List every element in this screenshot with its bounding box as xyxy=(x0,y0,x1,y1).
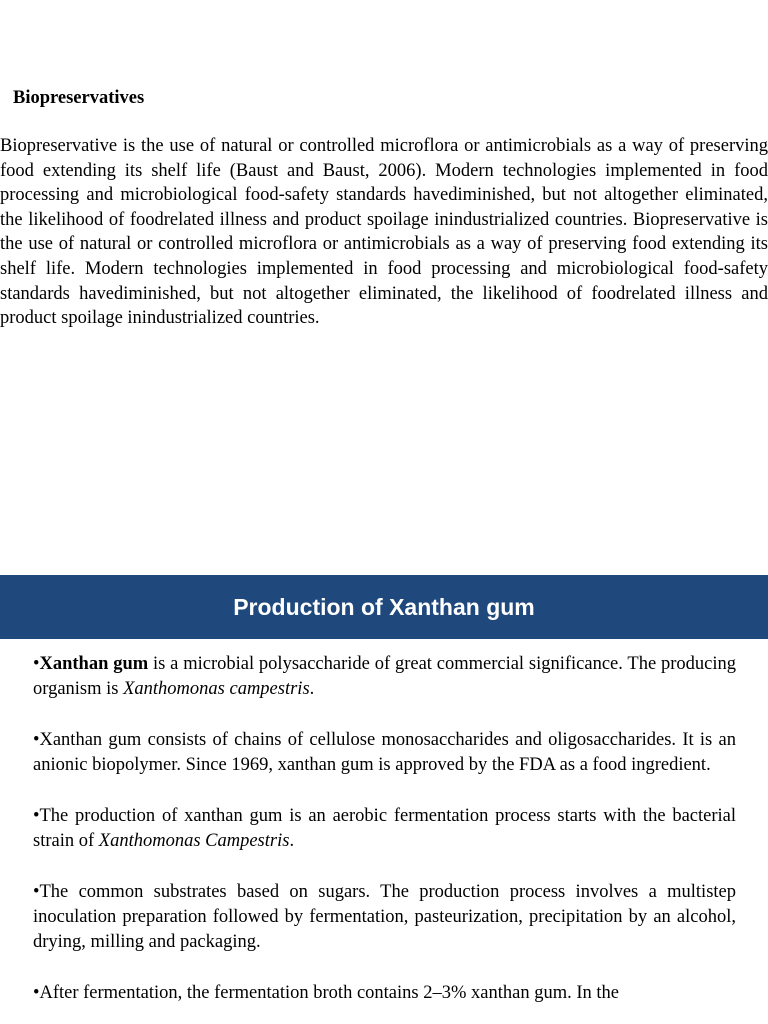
biopreservatives-paragraph: Biopreservative is the use of natural or controlled microflora or antimicrobials as a way of preserving food extending its shelf life (Baust and Baust, 2006). Modern technologies implemented in food processing and microbiological food-safety standards havediminished, but not altogether eliminated, the likelihood of foodrelated illness and product spoilage inindustrialized countries. Biopreservative is the use of natural or controlled microflora or antimicrobials as a way of preserving food extending its shelf life. Modern technologies implemented in food processing and microbiological food-safety standards havediminished, but not altogether eliminated, the likelihood of foodrelated illness and product spoilage inindustrialized countries. xyxy=(0,136,768,329)
bullet-italic-term: Xanthomonas campestris xyxy=(123,679,310,699)
bullet-bold-term: Xanthan gum xyxy=(39,654,149,674)
bullet-item: •After fermentation, the fermentation broth contains 2–3% xanthan gum. In the xyxy=(33,983,619,1003)
bullet-item: •The common substrates based on sugars. The production process involves a multistep inoculation preparation followed by fermentation, pasteurization, precipitation by an alcohol, drying, milling and packaging. xyxy=(33,882,736,952)
bullet-item xyxy=(33,804,736,854)
bullet-text-end: . xyxy=(289,831,295,851)
bullet-text: is a microbial polysaccharide of great commercial significance. The producing organism is xyxy=(33,654,736,699)
bullet-char: • xyxy=(33,654,40,674)
bullet-text: •The production of xanthan gum is an aerobic fermentation process starts with the bacterial strain of xyxy=(33,806,736,851)
biopreservatives-heading: Biopreservatives xyxy=(13,88,145,108)
bullet-item xyxy=(33,652,736,702)
bullet-text-end: . xyxy=(309,679,315,699)
bullet-italic-term: Xanthomonas Campestris xyxy=(98,831,290,851)
bullet-item: •Xanthan gum consists of chains of cellulose monosaccharides and oligosaccharides. It is an anionic biopolymer. Since 1969, xanthan gum is approved by the FDA as a food ingredient. xyxy=(33,730,736,775)
xanthan-title-banner xyxy=(0,575,768,639)
xanthan-bullet-list xyxy=(33,652,736,1006)
xanthan-title: Production of Xanthan gum xyxy=(233,593,535,620)
